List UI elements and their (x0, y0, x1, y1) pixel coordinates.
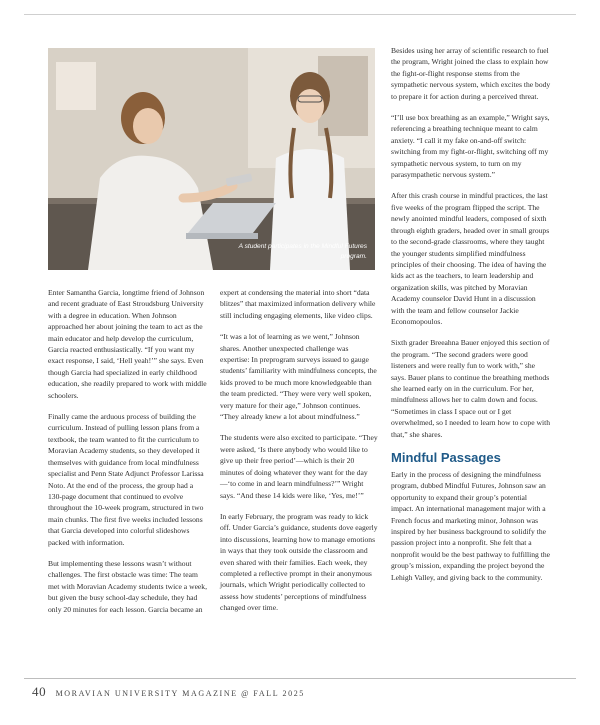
article-column-1 (48, 287, 208, 625)
footer-separator: @ (241, 689, 251, 698)
paragraph: “It was a lot of learning as we went,” Johnson shares. Another unexpected challenge was expertise: In preprogram surveys issued to gauge students’ familiarity with mindfulness concepts, the kids proved to be much more knowledgeable than the team predicted. “They were very well spoken, very mature for their age,” Johnson continues. “They already knew a lot about mindfulness.” (220, 332, 377, 422)
page-number: 40 (32, 684, 47, 699)
page-footer (32, 684, 305, 700)
classroom-illustration (48, 48, 375, 270)
article-column-2 (220, 287, 378, 624)
paragraph: But implementing these lessons wasn’t without challenges. The first obstacle was time: The team met with Moravian Academy students twice a week, but given the busy school-day schedule, they had only 20 minutes for each lesson. Garcia became an (48, 558, 208, 614)
bottom-rule (24, 678, 576, 679)
paragraph: The students were also excited to participate. “They were asked, ‘Is there anybody who would like to give up their free period’—which is their 20 minutes of doing whatever they want for the day—‘to come in and learn mindfulness?’” Wright says. “And these 14 kids were like, ‘Yes, me!’” (220, 433, 378, 500)
article-column-3 (391, 45, 551, 593)
section-subhead: Mindful Passages (391, 450, 501, 465)
photo-caption: A student participates in the Mindful Futures program. (238, 243, 367, 260)
top-rule (24, 14, 576, 15)
paragraph: Besides using her array of scientific research to fuel the program, Wright joined the class to explain how the fight-or-flight response stems from the sympathetic nervous system, which excites the body to prepare it for action during a perceived threat. (391, 46, 551, 101)
paragraph: In early February, the program was ready to kick off. Under Garcia’s guidance, students dove eagerly into discussions, learning how to manage emotions in ways that they took outside the classroom and even shared with their families. Each week, they completed a reflective prompt in their anonymous journals, which Wright periodically collected to assess how students’ perceptions of mindfulness changed over time. (220, 511, 378, 613)
paragraph: Finally came the arduous process of building the curriculum. Instead of pulling lesson plans from a textbook, the team wanted to fit the curriculum to Moravian Academy students, so they developed it themselves with guidance from local mindfulness specialist and Penn State Adjunct Professor Larissa Noto. At the end of the process, the group had a 130-page document that continued to evolve throughout the 10-week program, structured in two main chunks. The first five weeks included lessons that Garcia developed into colorful slideshows packed with information. (48, 412, 204, 547)
issue-label: FALL 2025 (253, 689, 305, 698)
article-photo (48, 48, 375, 270)
paragraph: Enter Samantha Garcia, longtime friend of Johnson and recent graduate of East Stroudsburg University with a degree in education. When Johnson approached her about joining the team to act as the main educator and help develop the curriculum, Garcia reacted enthusiastically. “If you want my exact response, I said, ‘Hell yeah!’” she says. Even though Garcia had specialized in early childhood education, she readily prepared to work with middle schoolers. (48, 288, 207, 400)
magazine-name: MORAVIAN UNIVERSITY MAGAZINE (55, 689, 238, 698)
paragraph: Early in the process of designing the mindfulness program, dubbed Mindful Futures, Johnson saw an opportunity to expand their group’s potential impact. An international management major with a French focus and marketing minor, Johnson was inspired by her business background to solidify the passion project into a nonprofit. She felt that a nonprofit would be the best pathway to fulfilling the group’s mission, expanding the project beyond the Lehigh Valley, and giving back to the community. (391, 470, 551, 582)
paragraph: After this crash course in mindful practices, the last five weeks of the program flipped the script. The newly anointed mindful leaders, composed of sixth through eighth graders, headed over in small groups to the second-grade classrooms, where they taught the younger students simplified mindfulness principles of their choosing. The idea of having the kids act as the teachers, to learn leadership and organization skills, was pitched by Moravian Academy counselor David Hunt in a discussion with the team and fellow counselor Jackie Economopoulos. (391, 191, 550, 326)
paragraph: Sixth grader Breeahna Bauer enjoyed this section of the program. “The second graders were good listeners and were really fun to work with,” she says. Bauer plans to continue the breathing methods she learned early on in the curriculum. For her, mindfulness allows her to calm down and focus. “Sometimes in class I space out or I get overwhelmed, so I needed to learn how to cope with that,” she shares. (391, 338, 550, 439)
paragraph: expert at condensing the material into short “data blitzes” that maximized information delivery while still including engaging elements, like video clips. (220, 288, 376, 320)
paragraph: “I’ll use box breathing as an example,” Wright says, referencing a breathing technique meant to calm anxiety. “I call it my fake on-and-off switch: switching from my fight-or-flight, switching off my sympathetic nervous system, to turn on my parasympathetic nervous system.” (391, 113, 550, 180)
